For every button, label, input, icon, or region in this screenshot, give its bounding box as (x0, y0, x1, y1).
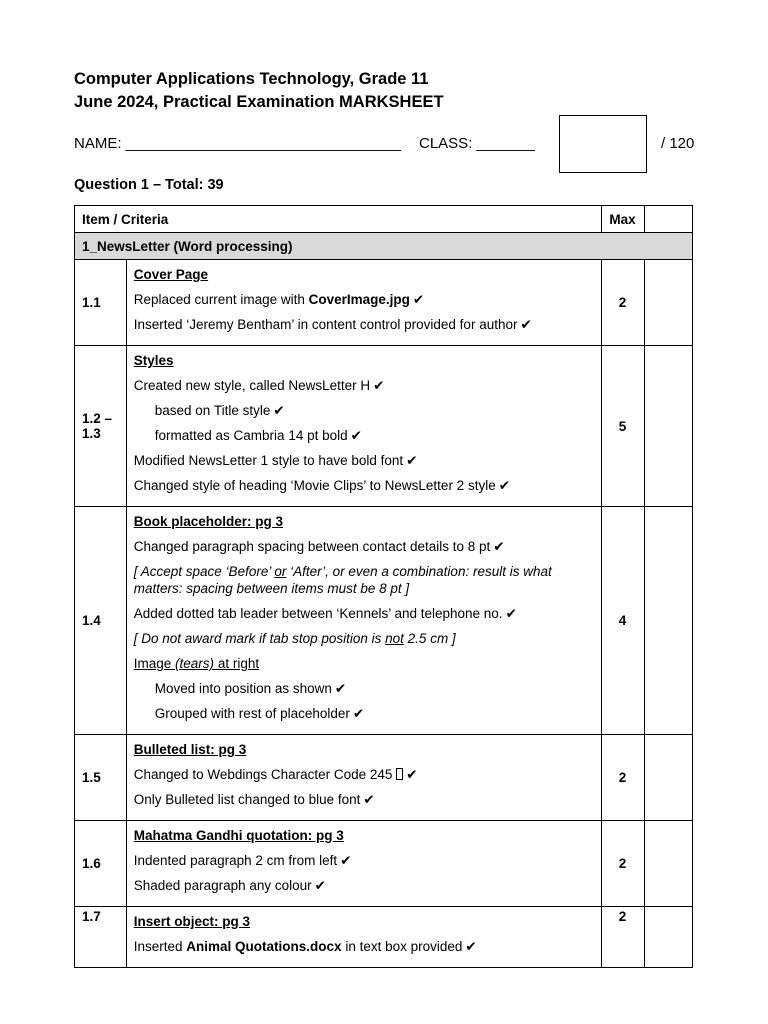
item-number: 1.2 – 1.3 (75, 346, 127, 507)
criteria-line: Changed to Webdings Character Code 245 ✔ (133, 767, 418, 782)
criteria-heading: Bulleted list: pg 3 (133, 742, 247, 757)
criteria-cell (126, 821, 601, 907)
item-number: 1.6 (75, 821, 127, 907)
tick-icon: ✔ (373, 378, 385, 393)
table-row (75, 260, 693, 346)
mark-cell[interactable] (644, 260, 693, 346)
criteria-line: based on Title style ✔ (154, 403, 285, 418)
question-heading: Question 1 – Total: 39 (74, 177, 224, 193)
tick-icon: ✔ (465, 939, 477, 954)
tick-icon: ✔ (340, 853, 352, 868)
criteria-line: Added dotted tab leader between ‘Kennels’ and telephone no. ✔ (133, 606, 517, 621)
tick-icon: ✔ (498, 478, 511, 493)
tick-icon: ✔ (412, 292, 425, 307)
mark-cell[interactable] (644, 735, 693, 821)
criteria-cell (126, 907, 601, 968)
item-number: 1.5 (75, 735, 127, 821)
criteria-line: Inserted ‘Jeremy Bentham’ in content control provided for author ✔ (133, 317, 532, 332)
criteria-line: Indented paragraph 2 cm from left ✔ (133, 853, 352, 868)
tick-icon: ✔ (334, 681, 347, 696)
criteria-line: Grouped with rest of placeholder ✔ (154, 706, 365, 721)
tick-icon: ✔ (406, 453, 418, 468)
tick-icon: ✔ (350, 428, 362, 443)
table-row (75, 821, 693, 907)
criteria-heading: Mahatma Gandhi quotation: pg 3 (133, 828, 344, 843)
criteria-line: Created new style, called NewsLetter H ✔ (133, 378, 385, 393)
header-item-criteria: Item / Criteria (75, 206, 602, 233)
header-max: Max (601, 206, 644, 233)
criteria-cell (126, 735, 601, 821)
tick-icon: ✔ (273, 403, 285, 418)
criteria-cell (126, 507, 601, 735)
missing-glyph-icon (396, 768, 403, 780)
max-mark: 2 (601, 735, 644, 821)
tick-icon: ✔ (363, 792, 375, 807)
item-number: 1.7 (75, 907, 127, 968)
score-box (559, 115, 647, 173)
criteria-subheading: Image (tears) at right (133, 656, 260, 671)
tick-icon: ✔ (493, 539, 505, 554)
criteria-line: Replaced current image with CoverImage.jpg ✔ (133, 292, 425, 307)
section-row (75, 233, 693, 260)
criteria-line: Only Bulleted list changed to blue font ✔ (133, 792, 375, 807)
marksheet-table (74, 205, 693, 968)
item-number: 1.4 (75, 507, 127, 735)
criteria-line: Moved into position as shown ✔ (154, 681, 347, 696)
max-mark: 4 (601, 507, 644, 735)
score-total: / 120 (661, 135, 695, 152)
max-mark: 2 (601, 260, 644, 346)
title-line-2: June 2024, Practical Examination MARKSHEET (74, 93, 444, 111)
class-field: CLASS: _______ (419, 135, 535, 152)
criteria-heading: Insert object: pg 3 (133, 914, 251, 929)
table-row (75, 735, 693, 821)
max-mark: 5 (601, 346, 644, 507)
mark-cell[interactable] (644, 507, 693, 735)
name-field: NAME: _________________________________ (74, 135, 401, 152)
criteria-heading: Cover Page (133, 267, 209, 282)
criteria-line: Modified NewsLetter 1 style to have bold font ✔ (133, 453, 418, 468)
marking-note: [ Do not award mark if tab stop position is not 2.5 cm ] (133, 631, 456, 646)
criteria-line: Inserted Animal Quotations.docx in text box provided ✔ (133, 939, 477, 954)
item-number: 1.1 (75, 260, 127, 346)
title-line-1: Computer Applications Technology, Grade 11 (74, 70, 429, 88)
mark-cell[interactable] (644, 821, 693, 907)
table-row (75, 507, 693, 735)
max-mark: 2 (601, 821, 644, 907)
tick-icon: ✔ (505, 606, 517, 621)
mark-cell[interactable] (644, 346, 693, 507)
tick-icon: ✔ (520, 317, 532, 332)
table-row (75, 346, 693, 507)
criteria-cell (126, 346, 601, 507)
criteria-line: Shaded paragraph any colour ✔ (133, 878, 326, 893)
table-header-row (75, 206, 693, 233)
section-label: 1_NewsLetter (Word processing) (75, 233, 693, 260)
tick-icon: ✔ (406, 767, 418, 782)
criteria-line: Changed style of heading ‘Movie Clips’ to NewsLetter 2 style ✔ (133, 478, 511, 493)
max-mark: 2 (601, 907, 644, 968)
mark-cell[interactable] (644, 907, 693, 968)
criteria-heading: Book placeholder: pg 3 (133, 514, 284, 529)
tick-icon: ✔ (352, 706, 365, 721)
criteria-cell (126, 260, 601, 346)
criteria-line: formatted as Cambria 14 pt bold ✔ (154, 428, 362, 443)
criteria-heading: Styles (133, 353, 174, 368)
header-mark (644, 206, 693, 233)
marking-note: [ Accept space ‘Before’ or ‘After’, or even a combination: result is what matters: spacing between items must be 8 pt ] (133, 564, 552, 596)
tick-icon: ✔ (314, 878, 326, 893)
criteria-line: Changed paragraph spacing between contact details to 8 pt ✔ (133, 539, 505, 554)
table-row (75, 907, 693, 968)
document-title (74, 68, 444, 114)
